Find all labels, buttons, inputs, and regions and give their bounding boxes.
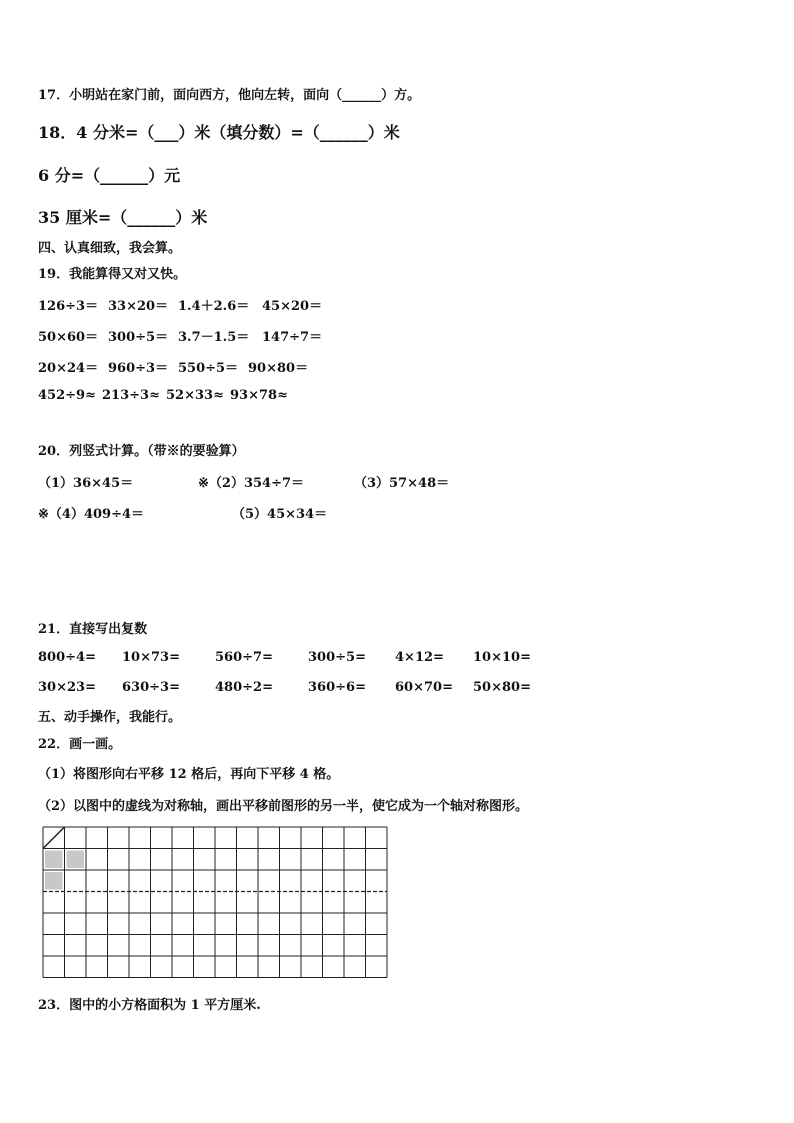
q19-cell: 1.4＋2.6＝ bbox=[178, 299, 250, 314]
q19-cell: 20×24＝ bbox=[38, 361, 99, 376]
q21-cell: 360÷6= bbox=[308, 680, 366, 695]
q19-cell: 3.7－1.5＝ bbox=[178, 330, 250, 345]
shaded-cell bbox=[67, 851, 85, 869]
q21-cell: 4×12= bbox=[395, 650, 444, 665]
q17-text: 17．小明站在家门前，面向西方，他向左转，面向（______）方。 bbox=[38, 88, 421, 103]
q19-cell: 147÷7＝ bbox=[262, 330, 323, 345]
q19-cell: 960÷3＝ bbox=[108, 361, 169, 376]
q20-item: ※（2）354÷7＝ bbox=[198, 476, 305, 491]
q21-cell: 300÷5= bbox=[308, 650, 366, 665]
q20-item: （3）57×48＝ bbox=[354, 476, 450, 491]
q21-cell: 30×23= bbox=[38, 680, 96, 695]
section-5-heading: 五、动手操作，我能行。 bbox=[38, 710, 182, 725]
q23-text: 23．图中的小方格面积为 1 平方厘米. bbox=[38, 998, 261, 1013]
q18c-text: 35 厘米=（______）米 bbox=[38, 208, 208, 227]
section-4-heading: 四、认真细致，我会算。 bbox=[38, 241, 182, 256]
q21-text: 21．直接写出复数 bbox=[38, 622, 148, 637]
q21-cell: 10×73= bbox=[122, 650, 180, 665]
q19-cell: 52×33≈ bbox=[166, 388, 224, 403]
q22-part2: （2）以图中的虚线为对称轴，画出平移前图形的另一半，使它成为一个轴对称图形。 bbox=[38, 799, 529, 814]
q22-text: 22．画一画。 bbox=[38, 737, 122, 752]
q20-item: （5）45×34＝ bbox=[232, 507, 328, 522]
drawing-grid bbox=[42, 826, 392, 981]
shaded-cell bbox=[45, 872, 63, 890]
q21-cell: 60×70= bbox=[395, 680, 453, 695]
q19-cell: 50×60＝ bbox=[38, 330, 99, 345]
q19-cell: 213÷3≈ bbox=[102, 388, 160, 403]
q19-cell: 300÷5＝ bbox=[108, 330, 169, 345]
figure-diagonal bbox=[43, 827, 65, 849]
q19-text: 19．我能算得又对又快。 bbox=[38, 267, 187, 282]
q21-cell: 480÷2= bbox=[215, 680, 273, 695]
q19-cell: 90×80＝ bbox=[248, 361, 309, 376]
q21-cell: 10×10= bbox=[473, 650, 531, 665]
q19-cell: 45×20＝ bbox=[262, 299, 323, 314]
q19-cell: 33×20＝ bbox=[108, 299, 169, 314]
shaded-cell bbox=[45, 851, 63, 869]
q20-text: 20．列竖式计算。（带※的要验算） bbox=[38, 444, 245, 459]
q22-part1: （1）将图形向右平移 12 格后，再向下平移 4 格。 bbox=[38, 767, 340, 782]
q19-cell: 93×78≈ bbox=[230, 388, 288, 403]
q18-text: 18．4 分米=（___）米（填分数）=（______）米 bbox=[38, 123, 400, 142]
q19-cell: 550÷5＝ bbox=[178, 361, 239, 376]
q19-cell: 452÷9≈ bbox=[38, 388, 96, 403]
q21-cell: 800÷4= bbox=[38, 650, 96, 665]
q21-cell: 630÷3= bbox=[122, 680, 180, 695]
q18b-text: 6 分=（______）元 bbox=[38, 166, 181, 185]
q21-cell: 560÷7= bbox=[215, 650, 273, 665]
q19-cell: 126÷3＝ bbox=[38, 299, 99, 314]
q20-item: （1）36×45＝ bbox=[38, 476, 134, 491]
q20-item: ※（4）409÷4＝ bbox=[38, 507, 145, 522]
q21-cell: 50×80= bbox=[473, 680, 531, 695]
